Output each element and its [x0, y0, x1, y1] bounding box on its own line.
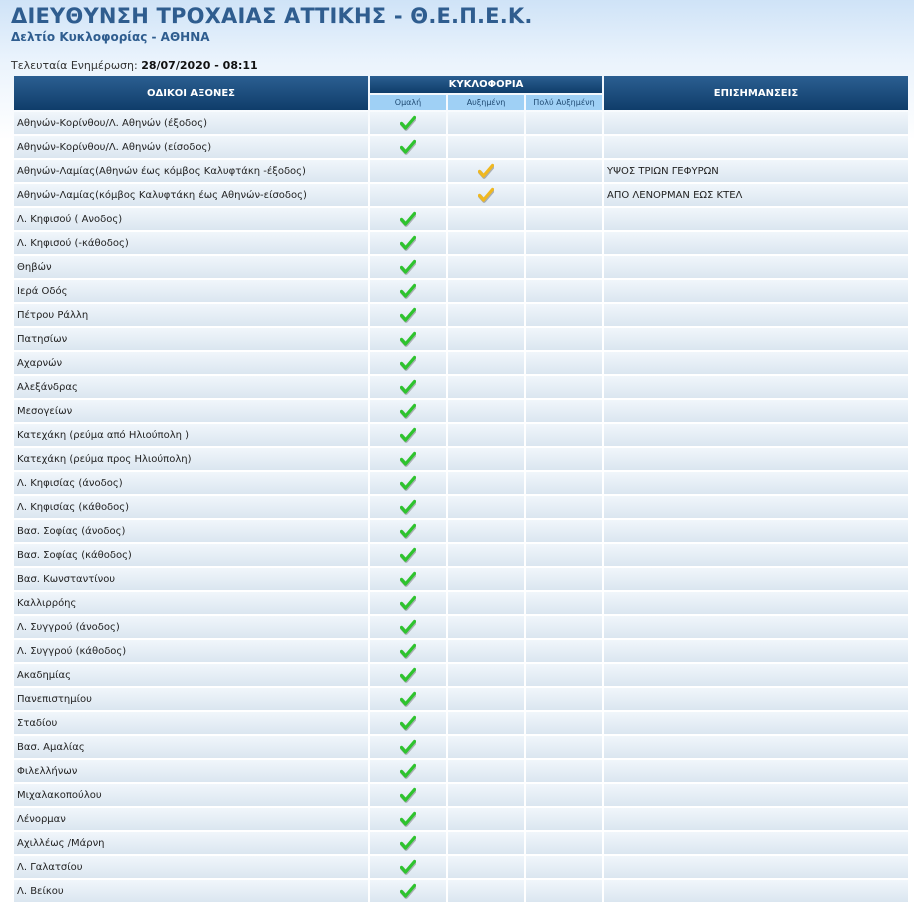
note-cell: [604, 832, 908, 854]
road-name: Ακαδημίας: [14, 664, 368, 686]
table-row: [14, 520, 908, 542]
status-normal-cell: [370, 880, 446, 902]
note-cell: [604, 280, 908, 302]
table-row: [14, 664, 908, 686]
checkmark-icon: [400, 331, 416, 347]
status-increased-cell: [448, 544, 524, 566]
note-cell: [604, 256, 908, 278]
status-increased-cell: [448, 304, 524, 326]
note-cell: [604, 232, 908, 254]
status-very-increased-cell: [526, 496, 602, 518]
road-name: Λένορμαν: [14, 808, 368, 830]
note-cell: [604, 784, 908, 806]
status-very-increased-cell: [526, 520, 602, 542]
road-name: Λ. Βείκου: [14, 880, 368, 902]
note-cell: [604, 736, 908, 758]
status-very-increased-cell: [526, 856, 602, 878]
status-very-increased-cell: [526, 256, 602, 278]
table-row: [14, 400, 908, 422]
note-cell: [604, 376, 908, 398]
status-increased-cell: [448, 232, 524, 254]
status-normal-cell: [370, 544, 446, 566]
note-cell: [604, 208, 908, 230]
checkmark-icon: [400, 763, 416, 779]
checkmark-icon: [400, 307, 416, 323]
status-increased-cell: [448, 400, 524, 422]
note-cell: [604, 856, 908, 878]
status-normal-cell: [370, 184, 446, 206]
page-title: ΔΙΕΥΘΥΝΣΗ ΤΡΟΧΑΙΑΣ ΑΤΤΙΚΗΣ - Θ.Ε.Π.Ε.Κ.: [11, 4, 533, 28]
table-row: [14, 256, 908, 278]
checkmark-icon: [400, 739, 416, 755]
road-name: Λ. Συγγρού (κάθοδος): [14, 640, 368, 662]
note-cell: [604, 424, 908, 446]
note-cell: ΑΠΟ ΛΕΝΟΡΜΑΝ ΕΩΣ ΚΤΕΛ: [604, 184, 908, 206]
road-name: Κατεχάκη (ρεύμα προς Ηλιούπολη): [14, 448, 368, 470]
status-normal-cell: [370, 328, 446, 350]
status-normal-cell: [370, 352, 446, 374]
note-cell: [604, 472, 908, 494]
road-name: Κατεχάκη (ρεύμα από Ηλιούπολη ): [14, 424, 368, 446]
status-very-increased-cell: [526, 160, 602, 182]
checkmark-icon: [400, 667, 416, 683]
checkmark-icon: [400, 259, 416, 275]
road-name: Λ. Κηφισίας (άνοδος): [14, 472, 368, 494]
note-cell: [604, 712, 908, 734]
status-normal-cell: [370, 232, 446, 254]
status-very-increased-cell: [526, 832, 602, 854]
status-very-increased-cell: [526, 184, 602, 206]
status-increased-cell: [448, 328, 524, 350]
status-increased-cell: [448, 472, 524, 494]
road-name: Βασ. Κωνσταντίνου: [14, 568, 368, 590]
status-normal-cell: [370, 496, 446, 518]
road-name: Βασ. Σοφίας (κάθοδος): [14, 544, 368, 566]
road-name: Ιερά Οδός: [14, 280, 368, 302]
road-name: Πέτρου Ράλλη: [14, 304, 368, 326]
table-row: [14, 592, 908, 614]
road-name: Αχιλλέως /Μάρνη: [14, 832, 368, 854]
status-very-increased-cell: [526, 544, 602, 566]
checkmark-icon: [400, 115, 416, 131]
traffic-table: [12, 74, 910, 904]
note-cell: [604, 352, 908, 374]
road-name: Λ. Κηφισίας (κάθοδος): [14, 496, 368, 518]
table-row: [14, 304, 908, 326]
status-very-increased-cell: [526, 352, 602, 374]
status-very-increased-cell: [526, 424, 602, 446]
checkmark-icon: [478, 163, 494, 179]
road-name: Καλλιρρόης: [14, 592, 368, 614]
status-increased-cell: [448, 784, 524, 806]
status-increased-cell: [448, 520, 524, 542]
note-cell: [604, 616, 908, 638]
status-very-increased-cell: [526, 304, 602, 326]
note-cell: [604, 760, 908, 782]
status-normal-cell: [370, 760, 446, 782]
status-very-increased-cell: [526, 568, 602, 590]
table-row: [14, 328, 908, 350]
status-normal-cell: [370, 280, 446, 302]
status-increased-cell: [448, 280, 524, 302]
road-name: Βασ. Αμαλίας: [14, 736, 368, 758]
table-row: [14, 640, 908, 662]
checkmark-icon: [400, 475, 416, 491]
road-name: Αθηνών-Κορίνθου/Λ. Αθηνών (είσοδος): [14, 136, 368, 158]
table-row: [14, 424, 908, 446]
road-name: Λ. Συγγρού (άνοδος): [14, 616, 368, 638]
status-increased-cell: [448, 424, 524, 446]
note-cell: [604, 664, 908, 686]
road-name: Μεσογείων: [14, 400, 368, 422]
status-very-increased-cell: [526, 664, 602, 686]
status-increased-cell: [448, 256, 524, 278]
status-very-increased-cell: [526, 808, 602, 830]
status-normal-cell: [370, 856, 446, 878]
table-body: [14, 112, 908, 902]
status-increased-cell: [448, 160, 524, 182]
status-very-increased-cell: [526, 400, 602, 422]
note-cell: [604, 544, 908, 566]
status-very-increased-cell: [526, 328, 602, 350]
table-row: [14, 496, 908, 518]
note-cell: [604, 592, 908, 614]
note-cell: [604, 520, 908, 542]
table-row: [14, 688, 908, 710]
table-row: [14, 616, 908, 638]
table-row: [14, 808, 908, 830]
note-cell: [604, 496, 908, 518]
status-very-increased-cell: [526, 112, 602, 134]
table-row: [14, 448, 908, 470]
status-increased-cell: [448, 376, 524, 398]
table-row: [14, 736, 908, 758]
status-very-increased-cell: [526, 760, 602, 782]
status-very-increased-cell: [526, 712, 602, 734]
status-increased-cell: [448, 712, 524, 734]
note-cell: [604, 640, 908, 662]
status-normal-cell: [370, 640, 446, 662]
table-row: [14, 376, 908, 398]
status-increased-cell: [448, 208, 524, 230]
note-cell: ΥΨΟΣ ΤΡΙΩΝ ΓΕΦΥΡΩΝ: [604, 160, 908, 182]
status-normal-cell: [370, 520, 446, 542]
column-header-traffic: ΚΥΚΛΟΦΟΡΙΑ: [370, 76, 602, 93]
status-normal-cell: [370, 688, 446, 710]
status-increased-cell: [448, 640, 524, 662]
road-name: Λ. Κηφισού ( Ανοδος): [14, 208, 368, 230]
table-row: [14, 880, 908, 902]
checkmark-icon: [400, 211, 416, 227]
table-row: [14, 208, 908, 230]
status-normal-cell: [370, 664, 446, 686]
checkmark-icon: [400, 523, 416, 539]
table-row: [14, 784, 908, 806]
status-increased-cell: [448, 760, 524, 782]
status-normal-cell: [370, 784, 446, 806]
checkmark-icon: [400, 451, 416, 467]
checkmark-icon: [400, 643, 416, 659]
note-cell: [604, 808, 908, 830]
status-normal-cell: [370, 568, 446, 590]
note-cell: [604, 328, 908, 350]
page-subtitle: Δελτίο Κυκλοφορίας - ΑΘΗΝΑ: [11, 30, 210, 44]
status-increased-cell: [448, 736, 524, 758]
road-name: Πανεπιστημίου: [14, 688, 368, 710]
checkmark-icon: [400, 715, 416, 731]
status-normal-cell: [370, 832, 446, 854]
note-cell: [604, 880, 908, 902]
checkmark-icon: [400, 787, 416, 803]
note-cell: [604, 688, 908, 710]
table-row: [14, 352, 908, 374]
table-row: [14, 544, 908, 566]
table-row: [14, 280, 908, 302]
status-increased-cell: [448, 448, 524, 470]
road-name: Σταδίου: [14, 712, 368, 734]
status-increased-cell: [448, 496, 524, 518]
status-normal-cell: [370, 736, 446, 758]
status-very-increased-cell: [526, 136, 602, 158]
status-increased-cell: [448, 664, 524, 686]
status-header-normal: Ομαλή: [370, 95, 446, 110]
status-normal-cell: [370, 472, 446, 494]
status-very-increased-cell: [526, 736, 602, 758]
status-increased-cell: [448, 832, 524, 854]
checkmark-icon: [400, 499, 416, 515]
status-increased-cell: [448, 808, 524, 830]
status-header-very-increased: Πολύ Αυξημένη: [526, 95, 602, 110]
status-increased-cell: [448, 856, 524, 878]
status-normal-cell: [370, 208, 446, 230]
status-very-increased-cell: [526, 232, 602, 254]
table-row: [14, 856, 908, 878]
status-very-increased-cell: [526, 688, 602, 710]
last-update-value: 28/07/2020 - 08:11: [141, 59, 258, 72]
road-name: Μιχαλακοπούλου: [14, 784, 368, 806]
note-cell: [604, 448, 908, 470]
checkmark-icon: [400, 403, 416, 419]
checkmark-icon: [400, 859, 416, 875]
table-row: [14, 472, 908, 494]
status-very-increased-cell: [526, 880, 602, 902]
road-name: Λ. Κηφισού (-κάθοδος): [14, 232, 368, 254]
checkmark-icon: [400, 595, 416, 611]
checkmark-icon: [400, 355, 416, 371]
road-name: Αθηνών-Κορίνθου/Λ. Αθηνών (έξοδος): [14, 112, 368, 134]
status-normal-cell: [370, 160, 446, 182]
table-row: [14, 136, 908, 158]
status-very-increased-cell: [526, 616, 602, 638]
table-row: [14, 760, 908, 782]
checkmark-icon: [400, 691, 416, 707]
checkmark-icon: [400, 139, 416, 155]
road-name: Αθηνών-Λαμίας(Αθηνών έως κόμβος Καλυφτάκη -έξοδος): [14, 160, 368, 182]
status-normal-cell: [370, 136, 446, 158]
note-cell: [604, 136, 908, 158]
table-row: [14, 112, 908, 134]
status-normal-cell: [370, 112, 446, 134]
checkmark-icon: [400, 547, 416, 563]
road-name: Αθηνών-Λαμίας(κόμβος Καλυφτάκη έως Αθηνών-είσοδος): [14, 184, 368, 206]
status-increased-cell: [448, 112, 524, 134]
status-increased-cell: [448, 568, 524, 590]
status-normal-cell: [370, 616, 446, 638]
status-very-increased-cell: [526, 784, 602, 806]
road-name: Λ. Γαλατσίου: [14, 856, 368, 878]
note-cell: [604, 568, 908, 590]
status-increased-cell: [448, 184, 524, 206]
table-row: [14, 568, 908, 590]
checkmark-icon: [400, 235, 416, 251]
road-name: Πατησίων: [14, 328, 368, 350]
status-normal-cell: [370, 256, 446, 278]
status-normal-cell: [370, 712, 446, 734]
status-very-increased-cell: [526, 592, 602, 614]
road-name: Φιλελλήνων: [14, 760, 368, 782]
checkmark-icon: [400, 571, 416, 587]
note-cell: [604, 304, 908, 326]
checkmark-icon: [400, 883, 416, 899]
page-header: [0, 0, 914, 74]
status-increased-cell: [448, 592, 524, 614]
table-row: [14, 232, 908, 254]
status-normal-cell: [370, 592, 446, 614]
status-very-increased-cell: [526, 208, 602, 230]
column-header-notes: ΕΠΙΣΗΜΑΝΣΕΙΣ: [604, 76, 908, 110]
road-name: Αλεξάνδρας: [14, 376, 368, 398]
checkmark-icon: [400, 283, 416, 299]
status-normal-cell: [370, 376, 446, 398]
checkmark-icon: [478, 187, 494, 203]
table-row: [14, 184, 908, 206]
status-normal-cell: [370, 304, 446, 326]
status-increased-cell: [448, 880, 524, 902]
status-increased-cell: [448, 688, 524, 710]
status-normal-cell: [370, 808, 446, 830]
checkmark-icon: [400, 811, 416, 827]
last-update-label: Τελευταία Ενημέρωση:: [11, 59, 138, 72]
table-row: [14, 712, 908, 734]
status-increased-cell: [448, 616, 524, 638]
status-very-increased-cell: [526, 472, 602, 494]
status-very-increased-cell: [526, 376, 602, 398]
note-cell: [604, 400, 908, 422]
status-increased-cell: [448, 136, 524, 158]
last-update: [11, 59, 258, 72]
status-increased-cell: [448, 352, 524, 374]
note-cell: [604, 112, 908, 134]
status-normal-cell: [370, 400, 446, 422]
status-header-increased: Αυξημένη: [448, 95, 524, 110]
checkmark-icon: [400, 835, 416, 851]
checkmark-icon: [400, 427, 416, 443]
status-very-increased-cell: [526, 640, 602, 662]
status-very-increased-cell: [526, 448, 602, 470]
status-very-increased-cell: [526, 280, 602, 302]
table-row: [14, 160, 908, 182]
table-row: [14, 832, 908, 854]
column-header-roads: ΟΔΙΚΟΙ ΑΞΟΝΕΣ: [14, 76, 368, 110]
status-normal-cell: [370, 424, 446, 446]
status-normal-cell: [370, 448, 446, 470]
road-name: Αχαρνών: [14, 352, 368, 374]
road-name: Βασ. Σοφίας (άνοδος): [14, 520, 368, 542]
road-name: Θηβών: [14, 256, 368, 278]
checkmark-icon: [400, 619, 416, 635]
checkmark-icon: [400, 379, 416, 395]
